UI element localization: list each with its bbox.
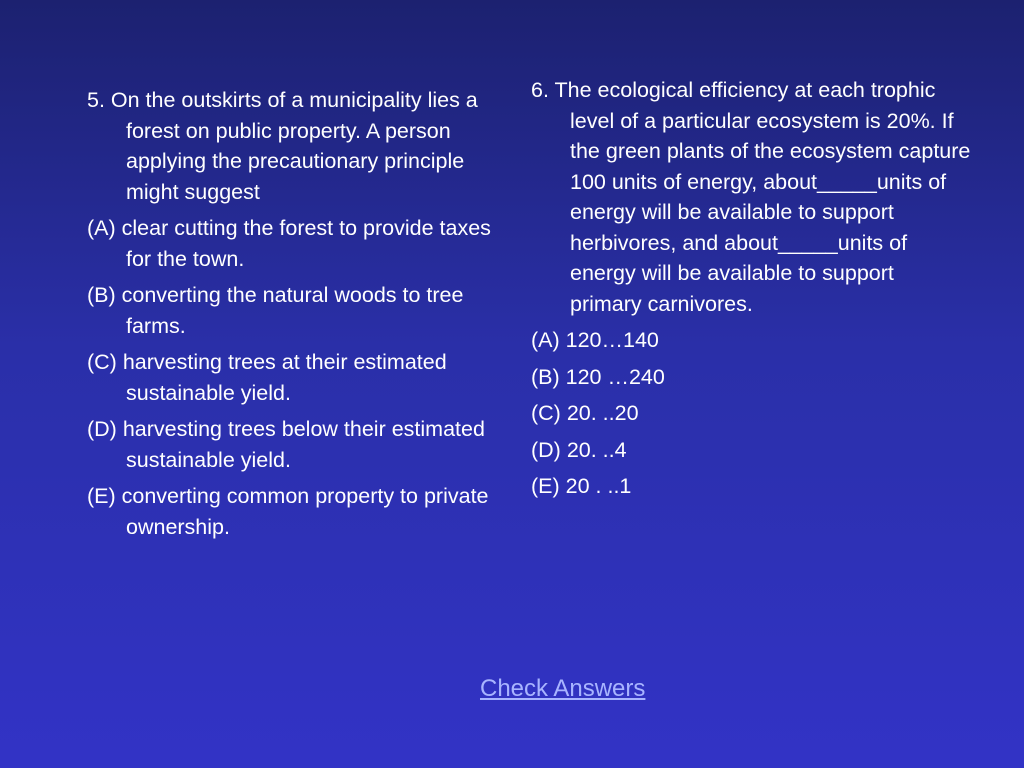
question-6-choice-e: (E) 20 . ..1	[531, 474, 632, 498]
question-6-choice-a: (A) 120…140	[531, 328, 659, 352]
question-6	[531, 75, 971, 508]
question-6-choice-d: (D) 20. ..4	[531, 437, 627, 462]
question-5-choice-d: (D) harvesting trees below their estimated sustainable yield.	[87, 417, 485, 472]
question-5-stem: 5. On the outskirts of a municipality lies a forest on public property. A person applying the precautionary principle might suggest	[87, 88, 478, 204]
question-5	[87, 85, 497, 548]
question-6-stem: 6. The ecological efficiency at each trophic level of a particular ecosystem is 20%. If the green plants of the ecosystem capture 100 units of energy, about_____units of energy will be available to support herbivores, and about_____units of energy will be available to support primary carnivores.	[531, 78, 971, 316]
question-5-choice-c: (C) harvesting trees at their estimated sustainable yield.	[87, 350, 447, 405]
question-5-choice-b: (B) converting the natural woods to tree farms.	[87, 283, 464, 338]
question-6-choice-c: (C) 20. ..20	[531, 401, 639, 425]
question-5-choice-a: (A) clear cutting the forest to provide taxes for the town.	[87, 216, 491, 271]
check-answers-link[interactable]: Check Answers	[480, 675, 646, 702]
question-5-choice-e: (E) converting common property to private ownership.	[87, 484, 489, 539]
question-6-choice-b: (B) 120 …240	[531, 364, 665, 389]
